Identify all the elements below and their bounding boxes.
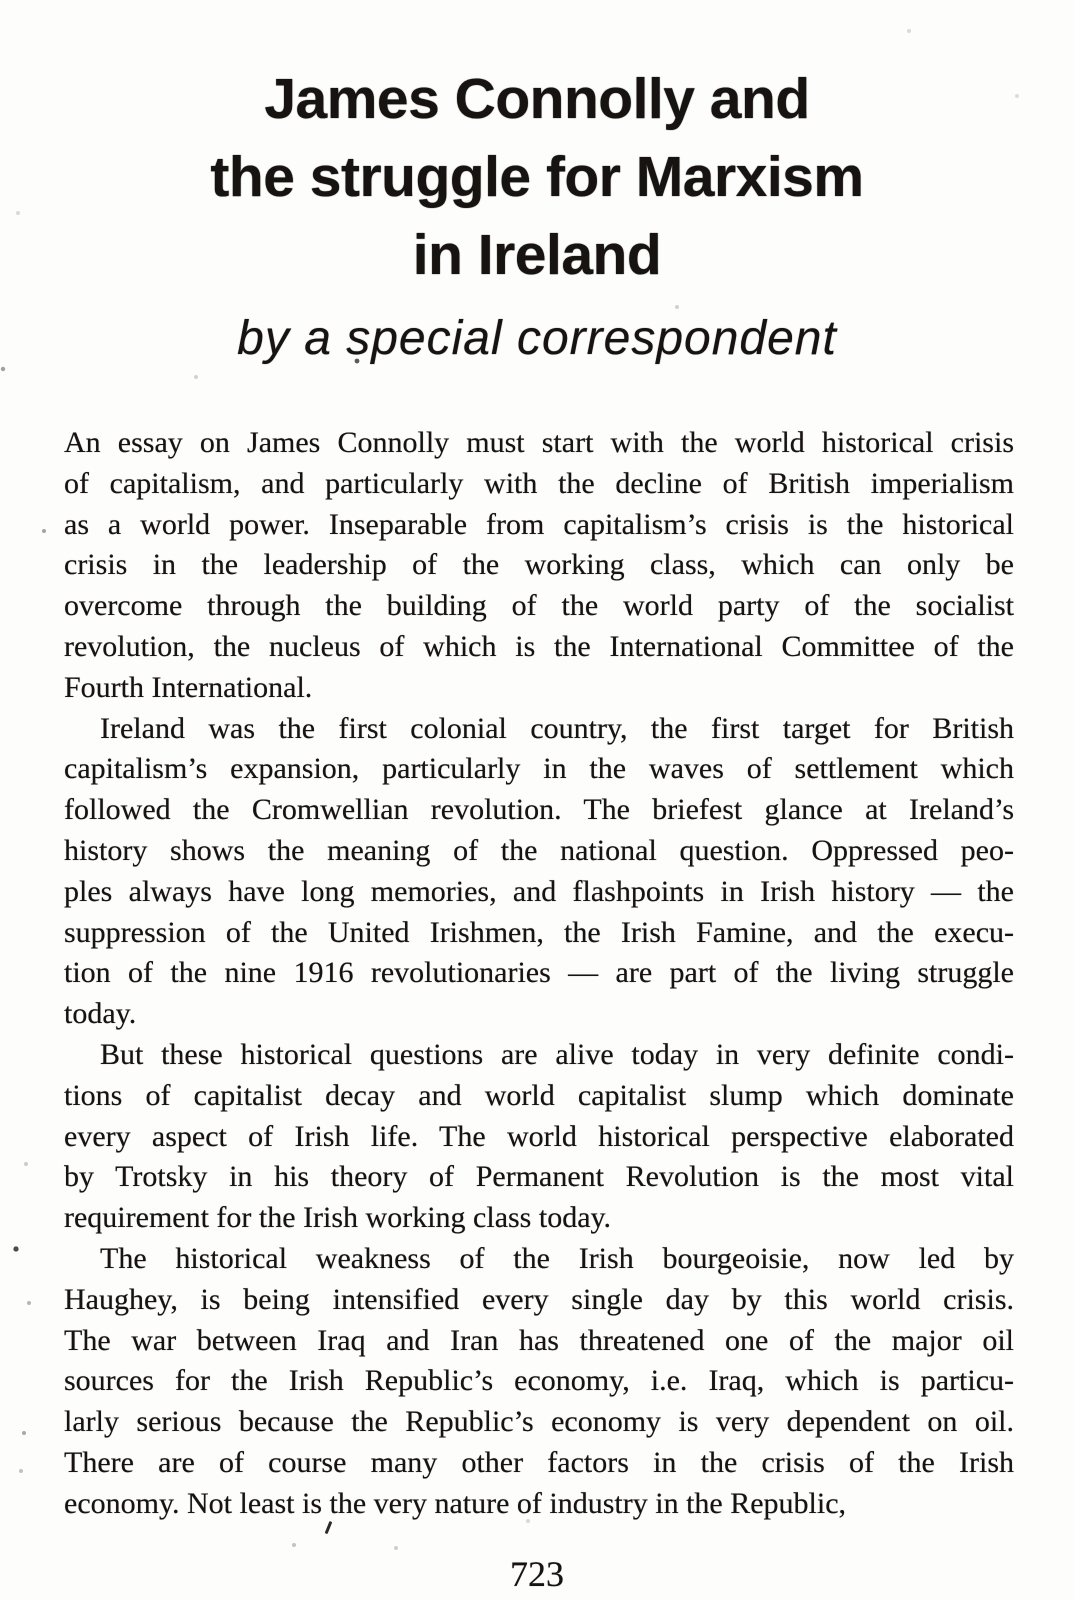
byline: by a special correspondent — [237, 312, 837, 365]
text-line: history shows the meaning of the national question. Oppressed peo- — [64, 833, 1014, 867]
text-line: tion of the nine 1916 revolutionaries — are part of the living struggle — [64, 956, 1014, 990]
text-line: followed the Cromwellian revolution. The briefest glance at Ireland’s — [64, 793, 1014, 827]
text-line: larly serious because the Republic’s economy is very dependent on oil. — [64, 1405, 1014, 1439]
text-line: There are of course many other factors in the crisis of the Irish — [64, 1445, 1014, 1479]
text-line: every aspect of Irish life. The world historical perspective elaborated — [64, 1119, 1014, 1153]
article-title — [0, 60, 1074, 294]
text-line: revolution, the nucleus of which is the International Committee of the — [64, 629, 1014, 663]
text-line: capitalism’s expansion, particularly in the waves of settlement which — [64, 752, 1014, 786]
text-line: requirement for the Irish working class today. — [64, 1201, 612, 1235]
text-line: overcome through the building of the world party of the socialist — [64, 589, 1014, 623]
text-line: suppression of the United Irishmen, the Irish Famine, and the execu- — [64, 915, 1014, 949]
article-body — [64, 423, 1014, 1525]
text-line: sources for the Irish Republic’s economy, i.e. Iraq, which is particu- — [64, 1364, 1014, 1398]
text-line: ples always have long memories, and flashpoints in Irish history — the — [64, 874, 1014, 908]
text-line: crisis in the leadership of the working class, which can only be — [64, 548, 1014, 582]
text-line: Haughey, is being intensified every single day by this world crisis. — [64, 1282, 1014, 1316]
article-title-line-3: in Ireland — [412, 223, 662, 287]
text-line: The historical weakness of the Irish bourgeoisie, now led by — [100, 1241, 1014, 1275]
text-line: An essay on James Connolly must start with the world historical crisis — [64, 426, 1014, 459]
article-title-line-1: James Connolly and — [264, 67, 810, 131]
scan-noise-specks — [0, 0, 2, 2]
text-line: today. — [64, 997, 137, 1031]
text-line: of capitalism, and particularly with the decline of British imperialism — [64, 466, 1014, 500]
text-line: as a world power. Inseparable from capitalism’s crisis is the historical — [64, 507, 1014, 541]
text-line: Ireland was the first colonial country, the first target for British — [100, 711, 1014, 745]
text-line: Fourth International. — [64, 670, 313, 704]
article-header — [0, 60, 1074, 294]
text-line: economy. Not least is the very nature of industry in the Republic, — [64, 1486, 847, 1520]
text-line: tions of capitalist decay and world capitalist slump which dominate — [64, 1078, 1014, 1112]
text-line: by Trotsky in his theory of Permanent Revolution is the most vital — [64, 1160, 1014, 1194]
page-number: 723 — [510, 1554, 564, 1594]
article-title-line-2: the struggle for Marxism — [210, 145, 864, 209]
text-line: But these historical questions are alive today in very definite condi- — [100, 1037, 1014, 1071]
text-line: The war between Iraq and Iran has threatened one of the major oil — [64, 1323, 1014, 1357]
